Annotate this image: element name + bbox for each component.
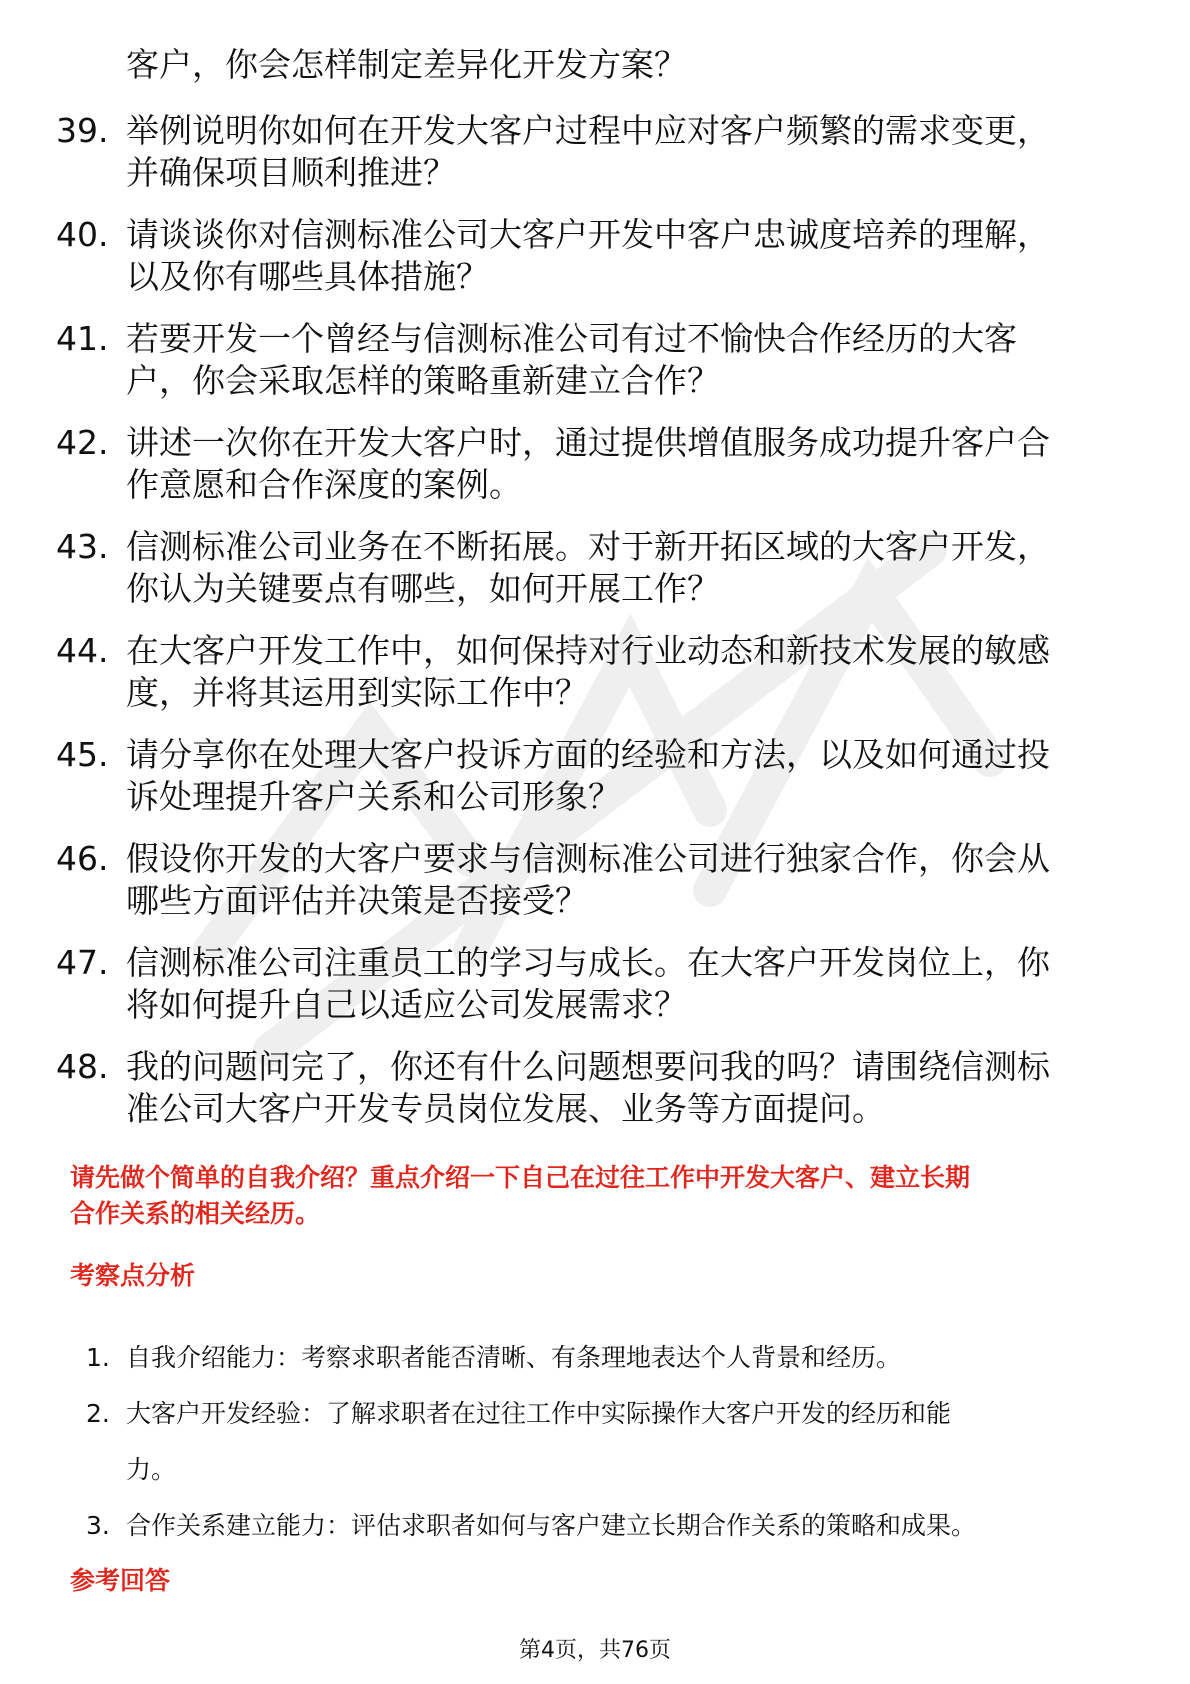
analysis-item-number: 1. bbox=[86, 1343, 110, 1372]
question-text-line-1: 请谈谈你对信测标准公司大客户开发中客户忠诚度培养的理解， bbox=[126, 215, 1050, 254]
question-item-44 bbox=[0, 630, 1190, 734]
page-footer: 第4页，共76页 bbox=[519, 1638, 671, 1663]
question-text-line-1: 假设你开发的大客户要求与信测标准公司进行独家合作，你会从 bbox=[126, 839, 1050, 878]
question-item-41 bbox=[0, 318, 1190, 422]
question-number: 47. bbox=[56, 943, 109, 982]
question-item-39 bbox=[0, 110, 1190, 214]
question-text-line-2: 准公司大客户开发专员岗位发展、业务等方面提问。 bbox=[126, 1089, 885, 1128]
analysis-list bbox=[0, 1330, 1190, 1554]
question-text-line-1: 请分享你在处理大客户投诉方面的经验和方法，以及如何通过投 bbox=[126, 735, 1050, 774]
question-number: 43. bbox=[56, 527, 109, 566]
question-number: 39. bbox=[56, 111, 109, 150]
featured-question-line-2: 合作关系的相关经历。 bbox=[70, 1199, 321, 1228]
analysis-item-text-line-1: 自我介绍能力：考察求职者能否清晰、有条理地表达个人背景和经历。 bbox=[126, 1343, 902, 1372]
question-item-45 bbox=[0, 734, 1190, 838]
question-text-line-1: 若要开发一个曾经与信测标准公司有过不愉快合作经历的大客 bbox=[126, 319, 1017, 358]
question-text-line-2: 户，你会采取怎样的策略重新建立合作？ bbox=[126, 361, 720, 400]
reference-answer-title: 参考回答 bbox=[70, 1566, 171, 1595]
question-number: 48. bbox=[56, 1047, 109, 1086]
question-item-48 bbox=[0, 1046, 1190, 1150]
question-item-46 bbox=[0, 838, 1190, 942]
question-text-line-2: 哪些方面评估并决策是否接受？ bbox=[126, 881, 588, 920]
analysis-item-2 bbox=[0, 1386, 1190, 1498]
question-text-line-1: 举例说明你如何在开发大客户过程中应对客户频繁的需求变更， bbox=[126, 111, 1050, 150]
question-text-line-2: 作意愿和合作深度的案例。 bbox=[126, 465, 522, 504]
question-number: 42. bbox=[56, 423, 109, 462]
question-text-line-1: 在大客户开发工作中，如何保持对行业动态和新技术发展的敏感 bbox=[126, 631, 1050, 670]
question-number: 44. bbox=[56, 631, 109, 670]
question-text-line-2: 度，并将其运用到实际工作中？ bbox=[126, 673, 588, 712]
question-item-42 bbox=[0, 422, 1190, 526]
question-text-line-1: 我的问题问完了，你还有什么问题想要问我的吗？请围绕信测标 bbox=[126, 1047, 1050, 1086]
featured-question bbox=[70, 1160, 970, 1232]
analysis-item-number: 2. bbox=[86, 1399, 110, 1428]
question-text-line-2: 并确保项目顺利推进？ bbox=[126, 153, 456, 192]
analysis-item-text-line-1: 合作关系建立能力：评估求职者如何与客户建立长期合作关系的策略和成果。 bbox=[126, 1511, 977, 1540]
question-text-line-1: 信测标准公司注重员工的学习与成长。在大客户开发岗位上，你 bbox=[126, 943, 1050, 982]
analysis-section-title: 考察点分析 bbox=[70, 1261, 196, 1290]
question-item-47 bbox=[0, 942, 1190, 1046]
analysis-item-text-line-2: 力。 bbox=[126, 1455, 177, 1484]
analysis-item-3 bbox=[0, 1498, 1190, 1554]
question-text-line-2: 你认为关键要点有哪些，如何开展工作？ bbox=[126, 569, 720, 608]
question-number: 41. bbox=[56, 319, 109, 358]
question-text-line-2: 以及你有哪些具体措施？ bbox=[126, 257, 489, 296]
featured-question-line-1: 请先做个简单的自我介绍？重点介绍一下自己在过往工作中开发大客户、建立长期 bbox=[70, 1163, 971, 1192]
question-text-line-1: 讲述一次你在开发大客户时，通过提供增值服务成功提升客户合 bbox=[126, 423, 1050, 462]
analysis-item-number: 3. bbox=[86, 1511, 110, 1540]
question-text-line-1: 信测标准公司业务在不断拓展。对于新开拓区域的大客户开发， bbox=[126, 527, 1050, 566]
question-item-43 bbox=[0, 526, 1190, 630]
question-number: 40. bbox=[56, 215, 109, 254]
question-list bbox=[0, 110, 1190, 1150]
question-number: 46. bbox=[56, 839, 109, 878]
previous-question-continuation: 客户，你会怎样制定差异化开发方案？ bbox=[126, 45, 687, 84]
question-text-line-2: 诉处理提升客户关系和公司形象？ bbox=[126, 777, 621, 816]
question-number: 45. bbox=[56, 735, 109, 774]
question-text-line-2: 将如何提升自己以适应公司发展需求？ bbox=[126, 985, 687, 1024]
question-item-40 bbox=[0, 214, 1190, 318]
analysis-item-1 bbox=[0, 1330, 1190, 1386]
analysis-item-text-line-1: 大客户开发经验：了解求职者在过往工作中实际操作大客户开发的经历和能 bbox=[126, 1399, 952, 1428]
